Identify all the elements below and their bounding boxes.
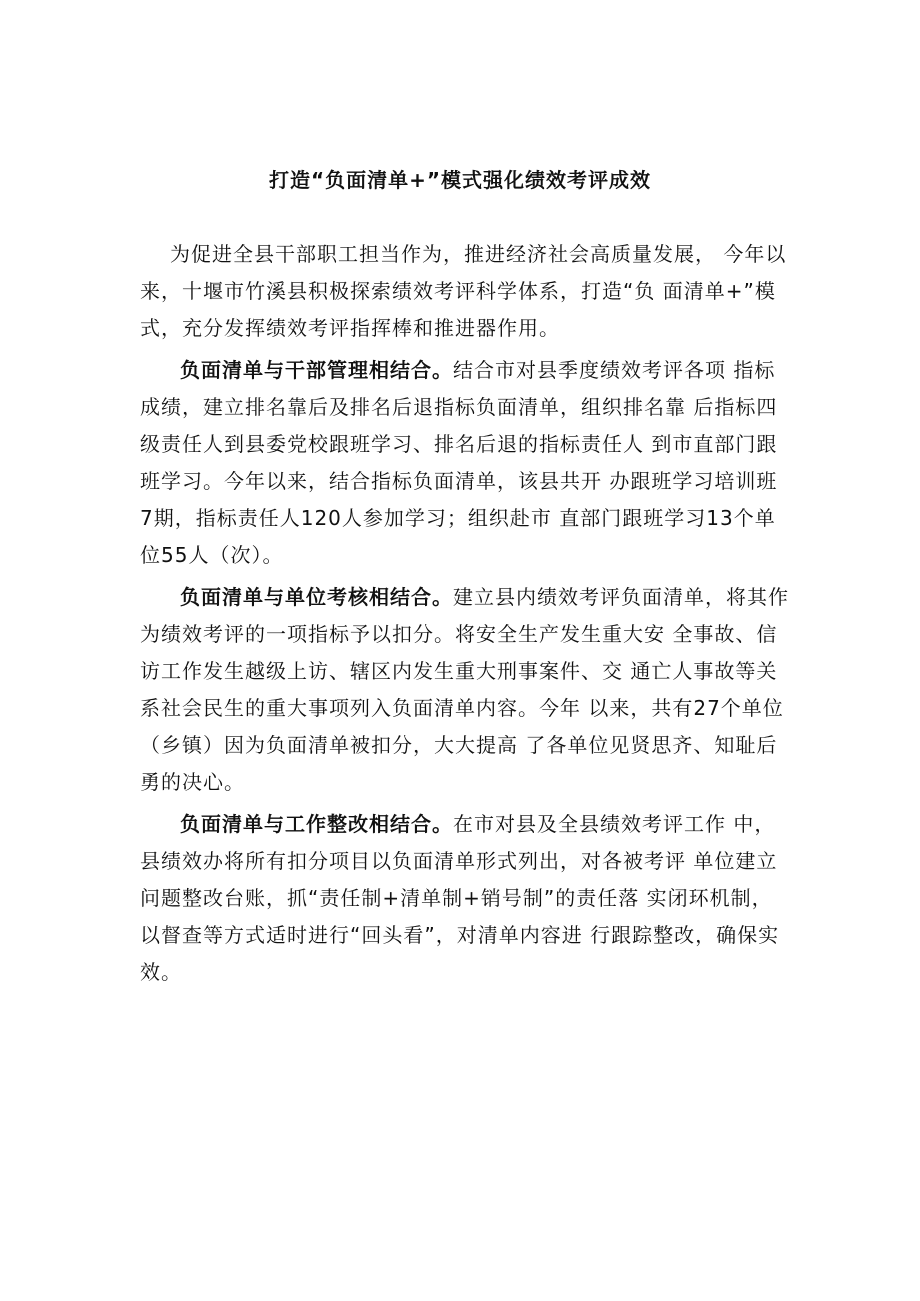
paragraph-unit-assessment xyxy=(140,579,790,801)
paragraph-lead: 负面清单与工作整改相结合。 xyxy=(180,812,453,836)
paragraph-cadre-management xyxy=(140,352,790,574)
paragraph-text: 结合市对县季度绩效考评各项 指标成绩，建立排名靠后及排名后退指标负面清单，组织排名靠 后指标四级责任人到县委党校跟班学习、排名后退的指标责任人 到市直部门跟班学习。今年以来，结合指标负面清单，该县共开 办跟班学习培训班7期，指标责任人120人参加学习；组织赴市 直部门跟班学习13个单位55人（次）。 xyxy=(140,358,778,567)
paragraph-text: 建立县内绩效考评负面清单，将其作为绩效考评的一项指标予以扣分。将安全生产发生重大安 全事故、信访工作发生越级上访、辖区内发生重大刑事案件、交 通亡人事故等关系社会民生的重大事项列入负面清单内容。今年 以来，共有27个单位（乡镇）因为负面清单被扣分，大大提高 了各单位见贤思齐、知耻后勇的决心。 xyxy=(140,585,789,794)
paragraph-rectification xyxy=(140,806,790,991)
paragraph-text: 在市对县及全县绩效考评工作 中，县绩效办将所有扣分项目以负面清单形式列出，对各被考评 单位建立问题整改台账，抓“责任制+清单制+销号制”的责任落 实闭环机制，以督查等方式适时进行“回头看”，对清单内容进 行跟踪整改，确保实效。 xyxy=(140,812,780,984)
paragraph-intro xyxy=(140,236,790,347)
document-title: 打造“负面清单+”模式强化绩效考评成效 xyxy=(268,168,652,192)
paragraph-text: 为促进全县干部职工担当作为，推进经济社会高质量发展， 今年以来，十堰市竹溪县积极探索绩效考评科学体系，打造“负 面清单+”模式，充分发挥绩效考评指挥棒和推进器作用。 xyxy=(140,242,787,340)
paragraph-lead: 负面清单与干部管理相结合。 xyxy=(180,358,453,382)
paragraph-lead: 负面清单与单位考核相结合。 xyxy=(180,585,453,609)
document-body xyxy=(140,236,790,996)
